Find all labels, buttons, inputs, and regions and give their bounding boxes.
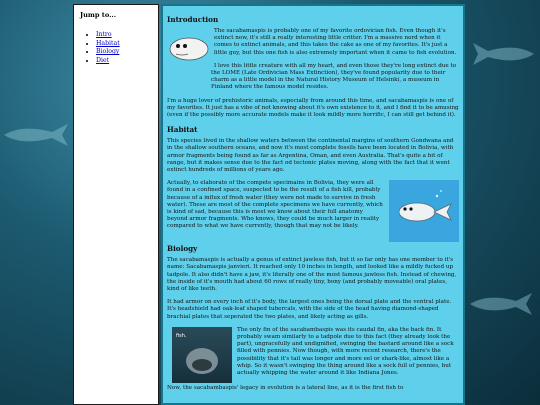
background-fish-icon bbox=[470, 40, 536, 68]
intro-heading: Introduction bbox=[167, 15, 219, 24]
background-fish-icon bbox=[2, 120, 72, 150]
main-content bbox=[161, 4, 465, 405]
biology-paragraph-1: The sacabamaspis is actually a genus of extinct jawless fish, but it so far only has one member to it's name: Sacabamaspis janvieri. It reached only 10 inches in length, and looked like a mildly fucked up tadpole. It also didn't have a jaw, it's literally one of the most famous jawless fish. Instead of chewing, the inside of it's mouth had about 60 rows of really tiny, bony (and probably moveable) oral plates, kind of like teeth. bbox=[167, 257, 457, 293]
habitat-paragraph-2: Actually, to elaborate of the compete specimains in Bolivia, they were all found in a confined space, suspected to be the result of a fish kill, probably because of a influx of fresh water (they were not made to survive in fresh water). These are most of the complete specimens we have currently, which is kind of sad, because this is most we know about their full anatomy beyond armor fragments. Who knows, they could be much larger in reality compared to what we have currently, though that may not be likely. bbox=[167, 180, 383, 230]
sacabambaspis-model-icon bbox=[167, 28, 209, 66]
sidebar-item-biology bbox=[96, 48, 154, 57]
sidebar-title: Jump to... bbox=[80, 11, 117, 19]
sidebar-link-diet[interactable]: Diet bbox=[96, 56, 110, 64]
sidebar-link-biology[interactable]: Biology bbox=[96, 48, 120, 55]
biology-heading: Biology bbox=[167, 244, 198, 254]
fish-photo-icon bbox=[172, 327, 232, 383]
intro-paragraph-2: I love this little creature with all my heart, and even those they're long extinct due to the LOME (Late Ordivician Mass Extinction), they've found popularity due to their charm as a little model in the Natural History Museum of Helsinki, a museum in Finland where the famous model resides. bbox=[211, 62, 457, 91]
fish-photo-caption: fish. bbox=[176, 332, 187, 339]
biology-paragraph-2: It had armor on every inch of it's body, the largest ones being the dorsal plate and the ventral plate. It's headshield had oak-leaf shaped tubercals, with the side of the head having diamond-shaped brachial plates that seperated the two plates, and likely acting as gills. bbox=[167, 299, 452, 320]
sidebar-item-habitat bbox=[96, 40, 154, 49]
habitat-heading: Habitat bbox=[167, 125, 198, 135]
habitat-paragraph-1: This species lived in the shallow waters between the continental margins of southern Gondwana and in the shallow southern oceans, and now it's most complete fossils have been located in Bolivia, with armor fragments being found as far as Argentina, Oman, and even Australia. That's quite a bit of range, but it makes sense due to the fact od tectonic plates moving, along with the fact that it went extinct hundreds of millions of years ago. bbox=[167, 138, 454, 174]
intro-paragraph-1: The sacabamaspis is probably one of my favorite ordovician fish. Even though it's extinct now, it's still a really interesting little critter. I'm a massive nerd when it comes to extinct animals, and this takes the cake as one of my favorites. It's just a little guy, but this one fish is also extremely important when it came to fish evolution. bbox=[214, 28, 457, 56]
sidebar-link-habitat[interactable]: Habitat bbox=[96, 39, 120, 47]
biology-paragraph-3: The only fin of the sacabambaspis was its caudal fin, aka the back fin. It probably swam similarly to a tadpole due to this fact (they already look the part), ungracefully and undignified, swinging the bastard around like a sock filled with pennies. Now though, with more recent research, there's the possibility that it's tail was longer and more eel or shark-like, almost like a whip. So it wasn't swinging the thing around like a sock full of pennies, but actually whipping the water around it like Indiana Jones. bbox=[237, 326, 454, 377]
biology-paragraph-4: Now, the sacabambaspis' legacy in evolution is a lateral line, as it is the first fish to bbox=[167, 384, 404, 391]
background-fish-icon bbox=[468, 290, 536, 318]
swimming-fish-icon bbox=[389, 180, 459, 242]
sidebar-link-intro[interactable]: Intro bbox=[96, 31, 112, 38]
sidebar-item-intro bbox=[96, 31, 154, 40]
intro-paragraph-3: I'm a huge lover of prehistoric animals, especially from around this time, and sacabamaspis is one of my favorites. It just has a vibe of not knowing about it's own existence to it, and I find it to be amusing (even if the possibly more accurate models make it look mildly more horrific, I can still get behind it). bbox=[167, 97, 459, 119]
jump-to-sidebar bbox=[73, 4, 159, 405]
sidebar-nav-list bbox=[78, 31, 154, 65]
sidebar-item-diet bbox=[96, 57, 154, 66]
fish-photo bbox=[172, 327, 232, 383]
